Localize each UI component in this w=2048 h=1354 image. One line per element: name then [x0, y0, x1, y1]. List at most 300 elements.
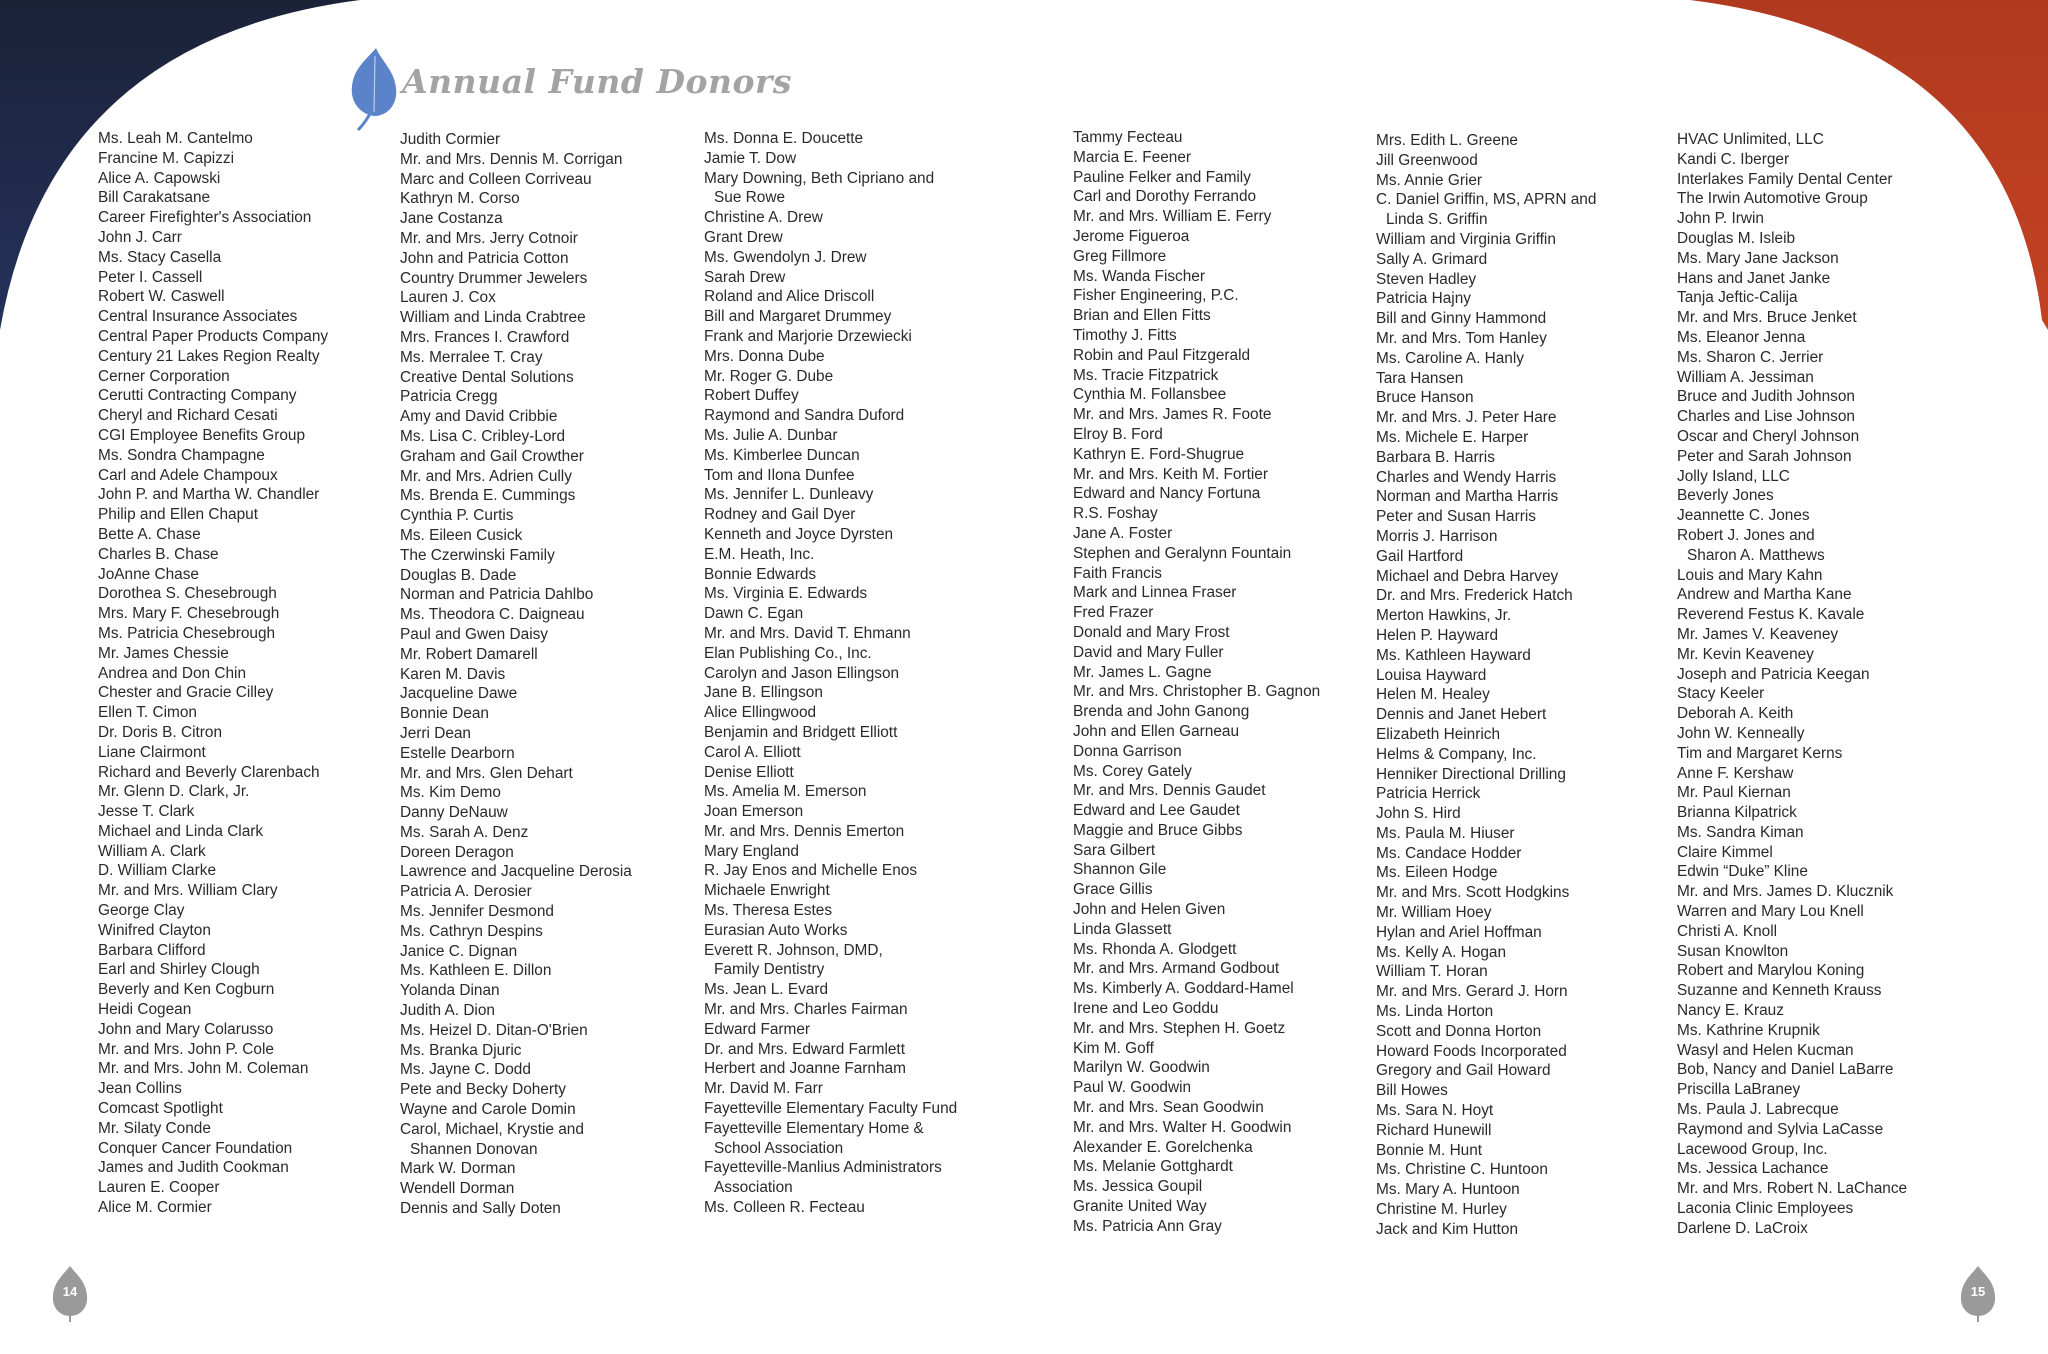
donor-name: Mr. Robert Damarell: [400, 645, 538, 663]
donor-name: Jamie T. Dow: [704, 149, 797, 167]
donor-name: James and Judith Cookman: [98, 1159, 289, 1177]
donor-name: Beverly and Ken Cogburn: [98, 981, 275, 999]
donor-name: Ms. Jessica Goupil: [1073, 1178, 1203, 1196]
donor-name: Roland and Alice Driscoll: [704, 288, 875, 306]
donor-name: Central Insurance Associates: [98, 308, 298, 326]
donor-name: Bruce and Judith Johnson: [1677, 388, 1855, 406]
donor-name: Lauren J. Cox: [400, 289, 496, 307]
donor-name: Ms. Heizel D. Ditan-O'Brien: [400, 1021, 588, 1039]
donor-name: Pauline Felker and Family: [1073, 168, 1251, 186]
donor-name: Cheryl and Richard Cesati: [98, 407, 278, 425]
donor-name: Michael and Linda Clark: [98, 822, 264, 840]
donor-name: Mr. David M. Farr: [704, 1080, 823, 1098]
donor-name: Danny DeNauw: [400, 804, 508, 822]
donor-name: Ms. Corey Gately: [1073, 762, 1192, 780]
donor-name: Alice A. Capowski: [98, 169, 221, 187]
donor-name: Ms. Julie A. Dunbar: [704, 426, 838, 444]
donor-name: Brian and Ellen Fitts: [1073, 307, 1211, 325]
donor-name: Mr. and Mrs. Charles Fairman: [704, 1001, 908, 1019]
donor-name: Association: [714, 1179, 793, 1197]
donor-name: Bruce Hanson: [1376, 389, 1474, 407]
donor-name: Patricia Cregg: [400, 388, 498, 406]
donor-name: Carol A. Elliott: [704, 743, 801, 761]
donor-name: Tara Hansen: [1376, 369, 1464, 387]
donor-name: Country Drummer Jewelers: [400, 269, 588, 287]
donor-name: Sara Gilbert: [1073, 841, 1156, 859]
donor-name: Ms. Gwendolyn J. Drew: [704, 248, 867, 266]
donor-name: Bill and Margaret Drummey: [704, 308, 892, 326]
donor-name: Mr. and Mrs. J. Peter Hare: [1376, 409, 1557, 427]
donor-name: Ms. Jennifer L. Dunleavy: [704, 486, 874, 504]
donor-name: Ms. Branka Djuric: [400, 1041, 522, 1059]
donor-name: Steven Hadley: [1376, 270, 1477, 288]
donor-name: Mr. and Mrs. Dennis Emerton: [704, 822, 905, 840]
donor-name: Ms. Jayne C. Dodd: [400, 1061, 531, 1079]
donor-name: Ms. Sandra Kiman: [1677, 823, 1804, 841]
donor-name: Dr. and Mrs. Frederick Hatch: [1376, 587, 1573, 605]
donor-name: Bonnie Dean: [400, 705, 489, 723]
donor-name: Judith A. Dion: [400, 1002, 495, 1020]
donor-name: Gail Hartford: [1376, 547, 1464, 565]
donor-name: Marcia E. Feener: [1073, 148, 1192, 166]
donor-name: Eurasian Auto Works: [704, 921, 848, 939]
donor-name: Bonnie M. Hunt: [1376, 1141, 1483, 1159]
donor-name: Patricia Herrick: [1376, 785, 1481, 803]
donor-name: John J. Carr: [98, 228, 182, 246]
donor-name: Dorothea S. Chesebrough: [98, 585, 277, 603]
donor-name: Mr. and Mrs. Armand Godbout: [1073, 960, 1280, 978]
donor-name: Carl and Adele Champoux: [98, 466, 278, 484]
leaf-icon: [346, 46, 404, 132]
donor-name: Henniker Directional Drilling: [1376, 765, 1566, 783]
donor-name: Kathryn M. Corso: [400, 190, 520, 208]
donor-name: Andrew and Martha Kane: [1677, 586, 1852, 604]
donor-column-3: [704, 129, 957, 1218]
donor-name: Carl and Dorothy Ferrando: [1073, 188, 1257, 206]
donor-name: Beverly Jones: [1677, 487, 1774, 505]
donor-name: Ms. Rhonda A. Glodgett: [1073, 940, 1237, 958]
donor-name: Christine M. Hurley: [1376, 1201, 1507, 1219]
donor-name: John and Ellen Garneau: [1073, 722, 1239, 740]
donor-name: Mr. and Mrs. Glen Dehart: [400, 764, 573, 782]
donor-name: Lacewood Group, Inc.: [1677, 1140, 1828, 1158]
donor-name: JoAnne Chase: [98, 565, 199, 583]
donor-name: Jeannette C. Jones: [1677, 507, 1810, 525]
donor-name: Ms. Patricia Ann Gray: [1073, 1217, 1222, 1235]
donor-name: Mr. and Mrs. Jerry Cotnoir: [400, 229, 578, 247]
donor-name: Patricia Hajny: [1376, 290, 1471, 308]
donor-name: Mr. Kevin Keaveney: [1677, 645, 1814, 663]
donor-name: Richard Hunewill: [1376, 1121, 1492, 1139]
donor-name: Mr. James L. Gagne: [1073, 663, 1212, 681]
donor-name: Mr. and Mrs. John M. Coleman: [98, 1060, 309, 1078]
donor-name: Janice C. Dignan: [400, 942, 518, 960]
donor-name: Mr. and Mrs. Tom Hanley: [1376, 329, 1547, 347]
donor-name: John S. Hird: [1376, 805, 1461, 823]
donor-name: Wasyl and Helen Kucman: [1677, 1041, 1854, 1059]
donor-name: Mr. Glenn D. Clark, Jr.: [98, 783, 250, 801]
donor-name: Mr. and Mrs. Gerard J. Horn: [1376, 983, 1568, 1001]
donor-name: Robert J. Jones and: [1677, 526, 1815, 544]
donor-name: Ms. Melanie Gottghardt: [1073, 1158, 1233, 1176]
donor-name: Kenneth and Joyce Dyrsten: [704, 525, 894, 543]
donor-name: Mark W. Dorman: [400, 1160, 516, 1178]
donor-name: CGI Employee Benefits Group: [98, 426, 306, 444]
donor-name: Ms. Eileen Hodge: [1376, 864, 1498, 882]
donor-name: Norman and Martha Harris: [1376, 488, 1559, 506]
donor-name: Francine M. Capizzi: [98, 149, 234, 167]
donor-name: Claire Kimmel: [1677, 843, 1773, 861]
donor-name: Liane Clairmont: [98, 743, 206, 761]
donor-name: Jill Greenwood: [1376, 151, 1478, 169]
donor-name: Douglas B. Dade: [400, 566, 517, 584]
donor-name: Merton Hawkins, Jr.: [1376, 607, 1512, 625]
donor-name: Mary Downing, Beth Cipriano and: [704, 169, 935, 187]
donor-name: Mrs. Frances I. Crawford: [400, 328, 570, 346]
donor-name: Ms. Wanda Fischer: [1073, 267, 1205, 285]
donor-name: Joseph and Patricia Keegan: [1677, 665, 1870, 683]
donor-name: Peter I. Cassell: [98, 268, 203, 286]
donor-name: Mrs. Donna Dube: [704, 347, 825, 365]
donor-name: Brenda and John Ganong: [1073, 703, 1250, 721]
donor-name: Mrs. Edith L. Greene: [1376, 132, 1518, 149]
donor-name: Deborah A. Keith: [1677, 705, 1794, 723]
donor-name: Robert Duffey: [704, 387, 799, 405]
donor-name: Mr. and Mrs. Keith M. Fortier: [1073, 465, 1268, 483]
donor-name: Bob, Nancy and Daniel LaBarre: [1677, 1061, 1894, 1079]
donor-name: Dennis and Sally Doten: [400, 1200, 561, 1218]
donor-name: Chester and Gracie Cilley: [98, 684, 274, 702]
donor-name: Robert and Marylou Koning: [1677, 962, 1865, 980]
page-title: Annual Fund Donors: [402, 62, 792, 101]
donor-name: Sally A. Grimard: [1376, 250, 1488, 268]
donor-name: Bill Carakatsane: [98, 189, 211, 207]
donor-name: Grace Gillis: [1073, 881, 1153, 899]
donor-name: R.S. Foshay: [1073, 505, 1158, 523]
donor-column-4: [1073, 128, 1320, 1237]
donor-name: Gregory and Gail Howard: [1376, 1062, 1551, 1080]
donor-name: Winifred Clayton: [98, 921, 211, 939]
donor-name: Sharon A. Matthews: [1687, 546, 1825, 564]
donor-name: Frank and Marjorie Drzewiecki: [704, 327, 912, 345]
donor-name: Peter and Susan Harris: [1376, 508, 1536, 526]
donor-name: Alice M. Cormier: [98, 1199, 212, 1217]
donor-name: Jane Costanza: [400, 210, 503, 228]
donor-name: Ms. Donna E. Doucette: [704, 130, 864, 147]
donor-name: Jacqueline Dawe: [400, 685, 518, 703]
donor-name: Ms. Kimberlee Duncan: [704, 446, 860, 464]
donor-name: Jack and Kim Hutton: [1376, 1220, 1519, 1238]
donor-name: Charles and Lise Johnson: [1677, 408, 1855, 426]
donor-name: Ms. Paula J. Labrecque: [1677, 1101, 1839, 1119]
donor-column-1: [98, 129, 328, 1218]
donor-name: Richard and Beverly Clarenbach: [98, 763, 320, 781]
donor-name: Jerome Figueroa: [1073, 227, 1190, 245]
donor-name: Laconia Clinic Employees: [1677, 1200, 1854, 1218]
donor-name: Mr. and Mrs. John P. Cole: [98, 1040, 274, 1058]
donor-name: Doreen Deragon: [400, 843, 514, 861]
donor-name: HVAC Unlimited, LLC: [1677, 131, 1824, 148]
donor-name: Family Dentistry: [714, 961, 825, 979]
donor-name: Donald and Mary Frost: [1073, 623, 1230, 641]
donor-name: Bill and Ginny Hammond: [1376, 310, 1547, 328]
donor-name: William A. Jessiman: [1677, 368, 1814, 386]
donor-name: Marc and Colleen Corriveau: [400, 170, 592, 188]
donor-name: Ms. Stacy Casella: [98, 248, 222, 266]
donor-name: Reverend Festus K. Kavale: [1677, 606, 1865, 624]
donor-column-2: [400, 130, 632, 1219]
donor-name: Denise Elliott: [704, 763, 794, 781]
donor-name: Brianna Kilpatrick: [1677, 804, 1797, 822]
donor-name: Jane B. Ellingson: [704, 684, 823, 702]
donor-name: Barbara Clifford: [98, 941, 206, 959]
donor-name: Yolanda Dinan: [400, 982, 500, 1000]
donor-name: Mr. and Mrs. Dennis M. Corrigan: [400, 150, 623, 168]
donor-name: Mr. and Mrs. James D. Klucznik: [1677, 883, 1894, 901]
donor-name: Bill Howes: [1376, 1082, 1448, 1100]
donor-name: Ms. Merralee T. Cray: [400, 348, 543, 366]
donor-name: Shannon Gile: [1073, 861, 1167, 879]
donor-name: Ms. Cathryn Despins: [400, 922, 543, 940]
donor-name: Hans and Janet Janke: [1677, 269, 1831, 287]
donor-name: Louis and Mary Kahn: [1677, 566, 1823, 584]
donor-name: Mr. James V. Keaveney: [1677, 625, 1839, 643]
donor-name: Fayetteville Elementary Faculty Fund: [704, 1100, 958, 1118]
donor-name: Ms. Kim Demo: [400, 784, 501, 802]
donor-name: Barbara B. Harris: [1376, 448, 1495, 466]
donor-name: Dr. and Mrs. Edward Farmlett: [704, 1040, 905, 1058]
donor-name: Ms. Candace Hodder: [1376, 844, 1522, 862]
donor-name: Ms. Kimberly A. Goddard-Hamel: [1073, 980, 1294, 998]
donor-name: Ms. Sharon C. Jerrier: [1677, 348, 1824, 366]
donor-name: Heidi Cogean: [98, 1001, 192, 1019]
donor-name: Cerner Corporation: [98, 367, 230, 385]
donor-name: Michael and Debra Harvey: [1376, 567, 1559, 585]
donor-name: Raymond and Sylvia LaCasse: [1677, 1120, 1884, 1138]
donor-name: Ms. Tracie Fitzpatrick: [1073, 366, 1219, 384]
donor-name: Ms. Kathleen E. Dillon: [400, 962, 552, 980]
donor-name: Mr. and Mrs. Robert N. LaChance: [1677, 1180, 1908, 1198]
donor-name: Paul W. Goodwin: [1073, 1079, 1192, 1097]
donor-name: Mr. and Mrs. Christopher B. Gagnon: [1073, 683, 1321, 701]
donor-name: Darlene D. LaCroix: [1677, 1219, 1808, 1237]
donor-name: Fayetteville Elementary Home &: [704, 1119, 924, 1137]
donor-name: Stacy Keeler: [1677, 685, 1765, 703]
donor-name: Warren and Mary Lou Knell: [1677, 903, 1864, 921]
donor-name: Michaele Enwright: [704, 882, 830, 900]
donor-name: Maggie and Bruce Gibbs: [1073, 821, 1243, 839]
donor-name: Ms. Theresa Estes: [704, 902, 833, 920]
donor-name: Amy and David Cribbie: [400, 408, 558, 426]
donor-name: Ms. Kathrine Krupnik: [1677, 1021, 1820, 1039]
donor-name: Jolly Island, LLC: [1677, 467, 1790, 485]
donor-name: Ellen T. Cimon: [98, 704, 197, 722]
donor-name: John P. Irwin: [1677, 210, 1764, 228]
donor-name: Mr. and Mrs. Sean Goodwin: [1073, 1099, 1264, 1117]
donor-name: Oscar and Cheryl Johnson: [1677, 427, 1860, 445]
donor-name: Jerri Dean: [400, 724, 471, 742]
donor-name: Mr. and Mrs. Stephen H. Goetz: [1073, 1019, 1286, 1037]
donor-name: Howard Foods Incorporated: [1376, 1042, 1567, 1060]
donor-name: Tammy Fecteau: [1073, 129, 1183, 146]
donor-name: Donna Garrison: [1073, 742, 1182, 760]
donor-name: Mr. William Hoey: [1376, 904, 1492, 922]
donor-name: Linda Glassett: [1073, 920, 1172, 938]
donor-name: Tom and Ilona Dunfee: [704, 466, 855, 484]
donor-name: Sarah Drew: [704, 268, 786, 286]
donor-name: Mr. and Mrs. David T. Ehmann: [704, 624, 911, 642]
donor-name: Ms. Kelly A. Hogan: [1376, 943, 1507, 961]
donor-name: Mr. and Mrs. Walter H. Goodwin: [1073, 1118, 1292, 1136]
donor-name: Conquer Cancer Foundation: [98, 1139, 293, 1157]
donor-name: Dennis and Janet Hebert: [1376, 706, 1547, 724]
donor-name: John and Mary Colarusso: [98, 1020, 274, 1038]
donor-name: Scott and Donna Horton: [1376, 1022, 1542, 1040]
donor-name: Ms. Eleanor Jenna: [1677, 328, 1806, 346]
donor-name: R. Jay Enos and Michelle Enos: [704, 862, 918, 880]
donor-name: Dr. Doris B. Citron: [98, 723, 223, 741]
donor-name: Ms. Jean L. Evard: [704, 981, 829, 999]
donor-name: Fisher Engineering, P.C.: [1073, 287, 1239, 305]
donor-name: Everett R. Johnson, DMD,: [704, 941, 883, 959]
donor-name: Creative Dental Solutions: [400, 368, 574, 386]
donor-name: Bette A. Chase: [98, 525, 201, 543]
donor-name: Ms. Sara N. Hoyt: [1376, 1102, 1494, 1120]
donor-name: Ms. Paula M. Hiuser: [1376, 824, 1515, 842]
donor-name: Peter and Sarah Johnson: [1677, 447, 1852, 465]
donor-name: Mr. and Mrs. James R. Foote: [1073, 406, 1272, 424]
donor-name: Charles and Wendy Harris: [1376, 468, 1557, 486]
donor-name: Mrs. Mary F. Chesebrough: [98, 605, 280, 623]
donor-name: Herbert and Joanne Farnham: [704, 1060, 906, 1078]
donor-name: Robin and Paul Fitzgerald: [1073, 346, 1251, 364]
donor-name: Ms. Lisa C. Cribley-Lord: [400, 427, 566, 445]
donor-name: E.M. Heath, Inc.: [704, 545, 815, 563]
donor-name: David and Mary Fuller: [1073, 643, 1224, 661]
donor-name: Granite United Way: [1073, 1198, 1207, 1216]
donor-name: Carolyn and Jason Ellingson: [704, 664, 900, 682]
donor-name: Comcast Spotlight: [98, 1100, 223, 1118]
donor-name: Dawn C. Egan: [704, 605, 804, 623]
donor-name: Ms. Sondra Champagne: [98, 446, 265, 464]
donor-name: Ms. Annie Grier: [1376, 171, 1483, 189]
donor-name: William and Linda Crabtree: [400, 309, 586, 327]
donor-name: John W. Kenneally: [1677, 724, 1805, 742]
donor-name: Graham and Gail Crowther: [400, 447, 584, 465]
donor-name: Ms. Brenda E. Cummings: [400, 487, 576, 505]
donor-name: Helen P. Hayward: [1376, 626, 1499, 644]
page-number-right: [1958, 1264, 1998, 1322]
donor-name: John and Patricia Cotton: [400, 249, 569, 267]
donor-name: D. William Clarke: [98, 862, 216, 880]
donor-name: Greg Fillmore: [1073, 247, 1167, 265]
donor-name: School Association: [714, 1139, 844, 1157]
donor-name: Elizabeth Heinrich: [1376, 725, 1501, 743]
donor-name: C. Daniel Griffin, MS, APRN and: [1376, 191, 1597, 209]
donor-name: Paul and Gwen Daisy: [400, 625, 548, 643]
donor-name: Ms. Jessica Lachance: [1677, 1160, 1829, 1178]
donor-name: Marilyn W. Goodwin: [1073, 1059, 1210, 1077]
donor-name: Mr. and Mrs. William Clary: [98, 882, 278, 900]
donor-name: Irene and Leo Goddu: [1073, 1000, 1219, 1018]
donor-name: Lawrence and Jacqueline Derosia: [400, 863, 632, 881]
donor-name: Kandi C. Iberger: [1677, 150, 1790, 168]
donor-name: Elroy B. Ford: [1073, 425, 1163, 443]
donor-name: Wayne and Carole Domin: [400, 1101, 576, 1119]
donor-name: Susan Knowlton: [1677, 942, 1789, 960]
donor-name: Robert W. Caswell: [98, 288, 225, 306]
donor-name: Kathryn E. Ford-Shugrue: [1073, 445, 1245, 463]
donor-name: John P. and Martha W. Chandler: [98, 486, 320, 504]
donor-name: Morris J. Harrison: [1376, 527, 1498, 545]
donor-name: Cynthia P. Curtis: [400, 507, 514, 525]
donor-name: Alice Ellingwood: [704, 704, 817, 722]
donor-name: Mark and Linnea Fraser: [1073, 584, 1237, 602]
donor-name: John and Helen Given: [1073, 901, 1226, 919]
donor-name: Ms. Virginia E. Edwards: [704, 585, 868, 603]
donor-name: Faith Francis: [1073, 564, 1162, 582]
donor-name: Edwin “Duke” Kline: [1677, 863, 1808, 881]
donor-name: Ms. Colleen R. Fecteau: [704, 1199, 865, 1217]
donor-name: Rodney and Gail Dyer: [704, 506, 856, 524]
donor-name: Douglas M. Isleib: [1677, 229, 1796, 247]
donor-name: Ms. Patricia Chesebrough: [98, 624, 276, 642]
donor-name: Ms. Mary Jane Jackson: [1677, 249, 1839, 267]
donor-name: William T. Horan: [1376, 963, 1488, 981]
donor-name: Priscilla LaBraney: [1677, 1081, 1801, 1099]
donor-name: Jean Collins: [98, 1080, 182, 1098]
donor-name: Mr. and Mrs. Dennis Gaudet: [1073, 782, 1266, 800]
donor-name: Grant Drew: [704, 228, 783, 246]
donor-name: The Czerwinski Family: [400, 546, 555, 564]
donor-name: Ms. Christine C. Huntoon: [1376, 1161, 1548, 1179]
donor-name: Joan Emerson: [704, 803, 804, 821]
donor-name: Lauren E. Cooper: [98, 1179, 220, 1197]
donor-name: Ms. Leah M. Cantelmo: [98, 130, 253, 147]
donor-name: Andrea and Don Chin: [98, 664, 247, 682]
donor-name: Christine A. Drew: [704, 209, 823, 227]
page-number-left: [50, 1264, 90, 1322]
donor-name: Mr. and Mrs. William E. Ferry: [1073, 208, 1272, 226]
donor-name: Louisa Hayward: [1376, 666, 1487, 684]
donor-name: Sue Rowe: [714, 189, 786, 207]
donor-name: Mary England: [704, 842, 799, 860]
donor-name: Anne F. Kershaw: [1677, 764, 1794, 782]
donor-name: Ms. Kathleen Hayward: [1376, 646, 1531, 664]
donor-name: Helen M. Healey: [1376, 686, 1490, 704]
donor-name: Ms. Sarah A. Denz: [400, 823, 529, 841]
donor-name: Carol, Michael, Krystie and: [400, 1120, 584, 1138]
donor-name: Edward and Lee Gaudet: [1073, 802, 1240, 820]
donor-name: Mr. Roger G. Dube: [704, 367, 834, 385]
donor-name: Karen M. Davis: [400, 665, 506, 683]
donor-name: Mr. Paul Kiernan: [1677, 784, 1791, 802]
donor-name: Philip and Ellen Chaput: [98, 506, 259, 524]
donor-name: Ms. Mary A. Huntoon: [1376, 1181, 1520, 1199]
donor-name: Ms. Caroline A. Hanly: [1376, 349, 1524, 367]
donor-name: Mr. James Chessie: [98, 644, 229, 662]
donor-name: Cynthia M. Follansbee: [1073, 386, 1227, 404]
donor-name: Hylan and Ariel Hoffman: [1376, 923, 1542, 941]
donor-name: Edward and Nancy Fortuna: [1073, 485, 1261, 503]
donor-name: Ms. Amelia M. Emerson: [704, 783, 867, 801]
donor-name: Elan Publishing Co., Inc.: [704, 644, 872, 662]
donor-name: Mr. and Mrs. Adrien Cully: [400, 467, 572, 485]
donor-name: Raymond and Sandra Duford: [704, 407, 905, 425]
donor-name: Linda S. Griffin: [1386, 211, 1488, 229]
donor-name: George Clay: [98, 902, 185, 920]
donor-name: Norman and Patricia Dahlbo: [400, 586, 594, 604]
